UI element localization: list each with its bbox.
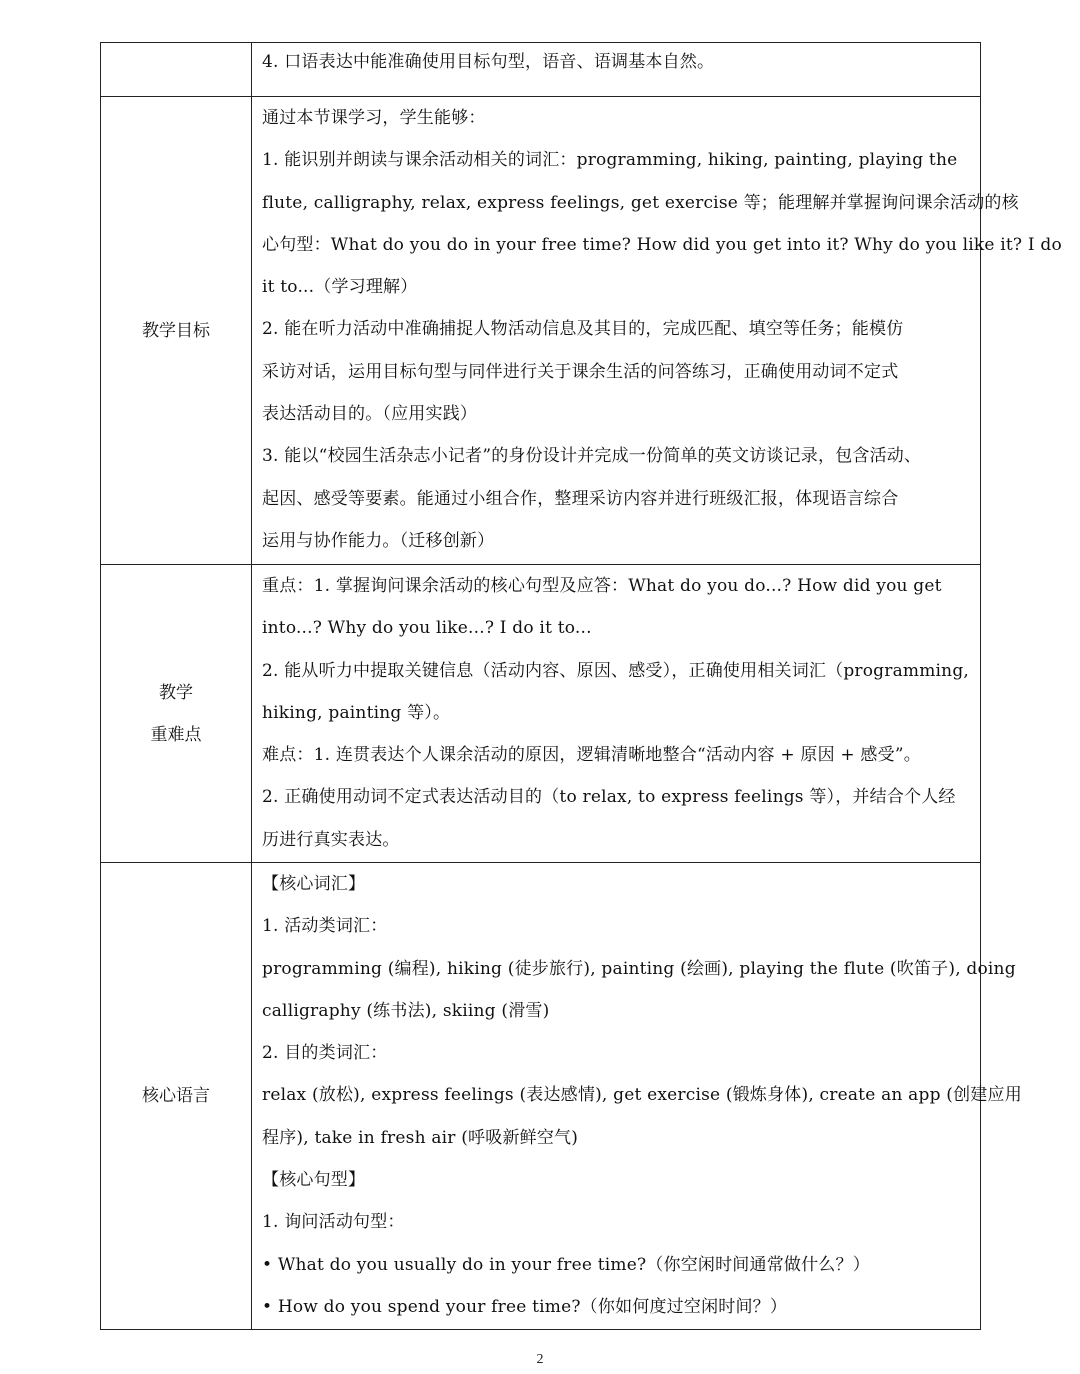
content-line: 2. 能从听力中提取关键信息（活动内容、原因、感受），正确使用相关词汇（programming, xyxy=(262,660,970,681)
content-line: 难点：1. 连贯表达个人课余活动的原因，逻辑清晰地整合“活动内容 + 原因 + 感受”。 xyxy=(262,745,921,766)
content-line: 采访对话，运用目标句型与同伴进行关于课余生活的问答练习，正确使用动词不定式 xyxy=(262,361,899,382)
table-row-oral-expression xyxy=(101,43,981,97)
page-number: 2 xyxy=(536,1352,544,1367)
label-line-teaching: 教学 xyxy=(159,682,193,703)
lesson-plan-table xyxy=(100,42,1062,1330)
row-label-key-difficult-points xyxy=(101,565,252,863)
label-line-key-difficult: 重难点 xyxy=(150,724,202,745)
content-line: flute, calligraphy, relax, express feelings, get exercise 等；能理解并掌握询问课余活动的核 xyxy=(262,192,1019,213)
row-label-teaching-objectives: 教学目标 xyxy=(101,97,252,565)
content-line: 历进行真实表达。 xyxy=(262,829,400,850)
content-line: 2. 正确使用动词不定式表达活动目的（to relax, to express feelings 等），并结合个人经 xyxy=(262,787,956,808)
content-line: 2. 目的类词汇： xyxy=(262,1043,388,1064)
content-line: into...? Why do you like...? I do it to... xyxy=(262,618,592,639)
content-line: 1. 询问活动句型： xyxy=(262,1212,405,1233)
table-row-teaching-objectives xyxy=(101,97,981,565)
content-line: 【核心词汇】 xyxy=(262,874,366,894)
content-line: relax (放松), express feelings (表达感情), get exercise (锻炼身体), create an app (创建应用 xyxy=(262,1085,1022,1106)
content-line: 重点：1. 掌握询问课余活动的核心句型及应答：What do you do...? How did you get xyxy=(262,576,942,596)
content-line: • What do you usually do in your free time?（你空闲时间通常做什么？） xyxy=(262,1254,870,1275)
content-line: 1. 能识别并朗读与课余活动相关的词汇：programming, hiking, painting, playing the xyxy=(262,150,958,171)
row-content-core-language xyxy=(252,863,1022,1330)
content-line: 【核心句型】 xyxy=(262,1170,366,1191)
row-content-oral-expression xyxy=(252,43,981,97)
content-line: 运用与协作能力。（迁移创新） xyxy=(262,530,495,551)
row-content-key-difficult-points xyxy=(252,565,981,863)
content-line: 1. 活动类词汇： xyxy=(262,916,388,937)
row-label-empty xyxy=(101,43,252,97)
table-row-key-difficult-points xyxy=(101,565,981,863)
table-row-core-language xyxy=(101,863,981,1330)
content-line: it to...（学习理解） xyxy=(262,277,418,298)
content-line: 通过本节课学习，学生能够： xyxy=(262,108,486,128)
content-line: 2. 能在听力活动中准确捕捉人物活动信息及其目的，完成匹配、填空等任务；能模仿 xyxy=(262,319,904,340)
content-line: programming (编程), hiking (徒步旅行), painting (绘画), playing the flute (吹笛子), doing xyxy=(262,958,1016,979)
content-line: calligraphy (练书法), skiing (滑雪) xyxy=(262,1000,550,1021)
content-line: 表达活动目的。（应用实践） xyxy=(262,404,478,425)
content-line: • How do you spend your free time?（你如何度过空闲时间？） xyxy=(262,1296,788,1317)
row-content-teaching-objectives xyxy=(252,97,1062,565)
content-line: 4. 口语表达中能准确使用目标句型，语音、语调基本自然。 xyxy=(262,52,715,72)
content-line: 程序), take in fresh air (呼吸新鲜空气) xyxy=(262,1127,579,1148)
row-label-core-language: 核心语言 xyxy=(101,863,252,1330)
content-line: 心句型：What do you do in your free time? How did you get into it? Why do you like it? I do xyxy=(262,234,1062,255)
content-line: 起因、感受等要素。能通过小组合作，整理采访内容并进行班级汇报，体现语言综合 xyxy=(262,488,899,509)
content-line: hiking, painting 等）。 xyxy=(262,702,451,723)
content-line: 3. 能以“校园生活杂志小记者”的身份设计并完成一份简单的英文访谈记录，包含活动、 xyxy=(262,446,922,467)
